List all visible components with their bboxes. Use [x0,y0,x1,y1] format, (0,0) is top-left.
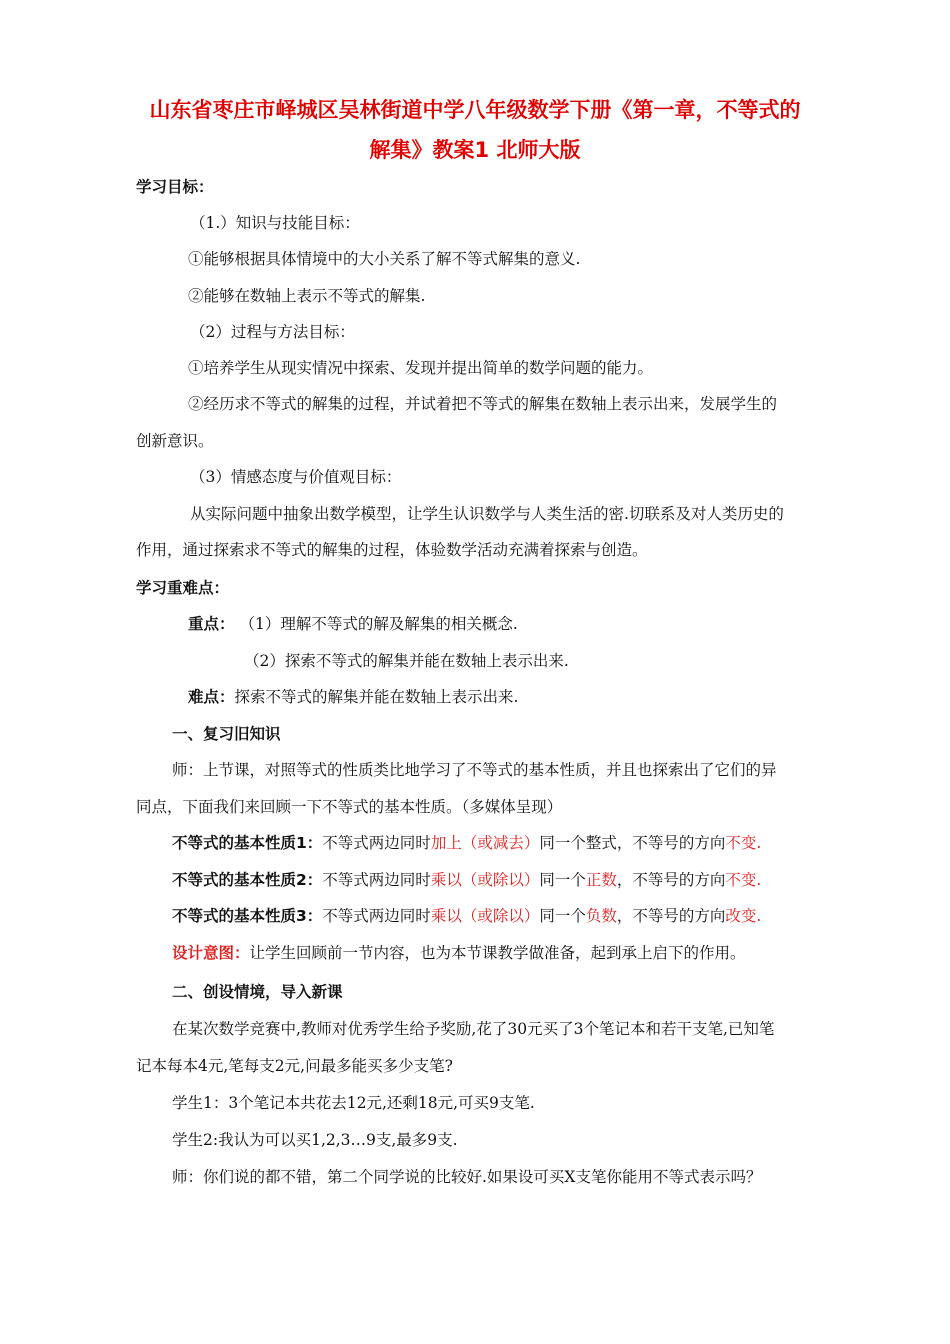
property-3-highlight-2: 负数 [585,907,617,925]
property-1-text-b: 同一个整式，不等号的方向 [539,834,726,852]
key-point-label: 重点： [188,615,235,633]
document-title-line-1: 山东省枣庄市峄城区吴林街道中学八年级数学下册《第一章，不等式的 [149,98,801,122]
student-2-answer: 学生2:我认为可以买1,2,3…9支,最多9支. [172,1131,458,1149]
property-1-text-a: 不等式两边同时 [322,834,431,852]
design-intent-label: 设计意图： [172,944,250,962]
section-1-paragraph-line-1: 师：上节课，对照等式的性质类比地学习了不等式的基本性质，并且也探索出了它们的异 [172,761,777,779]
objective-group-3-heading: （3）情感态度与价值观目标： [190,468,402,486]
inequality-property-3 [172,905,761,927]
document-title-line-2: 解集》教案1 北师大版 [369,138,581,162]
objective-1-item-2: ②能够在数轴上表示不等式的解集. [188,287,426,305]
property-2-highlight-1: 乘以（或除以） [430,871,540,889]
problem-line-1: 在某次数学竞赛中,教师对优秀学生给予奖励,花了30元买了3个笔记本和若干支笔,已知笔 [172,1020,775,1038]
property-1-highlight-2: 不变 [725,834,757,852]
objectives-heading: 学习目标： [136,178,214,196]
key-point-row-1 [188,613,518,635]
property-1-label: 不等式的基本性质1： [172,834,323,852]
key-point-1: （1）理解不等式的解及解集的相关概念. [239,615,518,633]
section-2-heading: 二、创设情境，导入新课 [172,983,343,1001]
property-2-highlight-3: 不变 [725,871,757,889]
problem-line-2: 记本每本4元,笔每支2元,问最多能买多少支笔? [136,1057,453,1075]
objective-group-1-heading: （1.）知识与技能目标： [190,214,360,232]
objective-1-item-1: ①能够根据具体情境中的大小关系了解不等式解集的意义. [188,250,581,268]
property-2-period: . [756,871,762,889]
section-1-heading: 一、复习旧知识 [172,725,281,743]
student-1-answer: 学生1：3个笔记本共花去12元,还剩18元,可买9支笔. [172,1094,535,1112]
property-3-highlight-1: 乘以（或除以） [430,907,540,925]
property-2-label: 不等式的基本性质2： [172,871,323,889]
property-1-period: . [756,834,762,852]
property-2-text-b: 同一个 [539,871,586,889]
property-3-text-c: ，不等号的方向 [616,907,726,925]
difficulty-text: 探索不等式的解集并能在数轴上表示出来. [234,688,519,706]
design-intent-row [172,942,746,964]
property-3-label: 不等式的基本性质3： [172,907,323,925]
objective-2-item-2-line-2: 创新意识。 [136,432,214,450]
objective-3-line-1: 从实际问题中抽象出数学模型，让学生认识数学与人类生活的密.切联系及对人类历史的 [190,505,784,523]
difficulty-row [188,686,518,708]
property-2-highlight-2: 正数 [585,871,617,889]
inequality-property-2 [172,869,761,891]
objective-2-item-2-line-1: ②经历求不等式的解集的过程，并试着把不等式的解集在数轴上表示出来，发展学生的 [188,395,778,413]
objective-group-2-heading: （2）过程与方法目标： [190,323,355,341]
key-point-2: （2）探索不等式的解集并能在数轴上表示出来. [244,652,569,670]
design-intent-text: 让学生回顾前一节内容，也为本节课教学做准备，起到承上启下的作用。 [249,944,746,962]
property-1-highlight-1: 加上（或减去） [430,834,540,852]
teacher-question: 师：你们说的都不错，第二个同学说的比较好.如果设可买X支笔你能用不等式表示吗？ [172,1168,762,1186]
property-2-text-c: ，不等号的方向 [616,871,726,889]
objective-3-line-2: 作用，通过探索求不等式的解集的过程，体验数学活动充满着探索与创造。 [136,541,648,559]
difficulty-label: 难点： [188,688,235,706]
property-3-text-a: 不等式两边同时 [322,907,431,925]
property-3-text-b: 同一个 [539,907,586,925]
section-1-paragraph-line-2: 同点，下面我们来回顾一下不等式的基本性质。（多媒体呈现） [136,798,563,816]
property-3-highlight-3: 改变 [725,907,757,925]
key-points-heading: 学习重难点： [136,579,230,597]
inequality-property-1 [172,832,761,854]
property-3-period: . [756,907,762,925]
objective-2-item-1: ①培养学生从现实情况中探索、发现并提出简单的数学问题的能力。 [188,359,654,377]
property-2-text-a: 不等式两边同时 [322,871,431,889]
